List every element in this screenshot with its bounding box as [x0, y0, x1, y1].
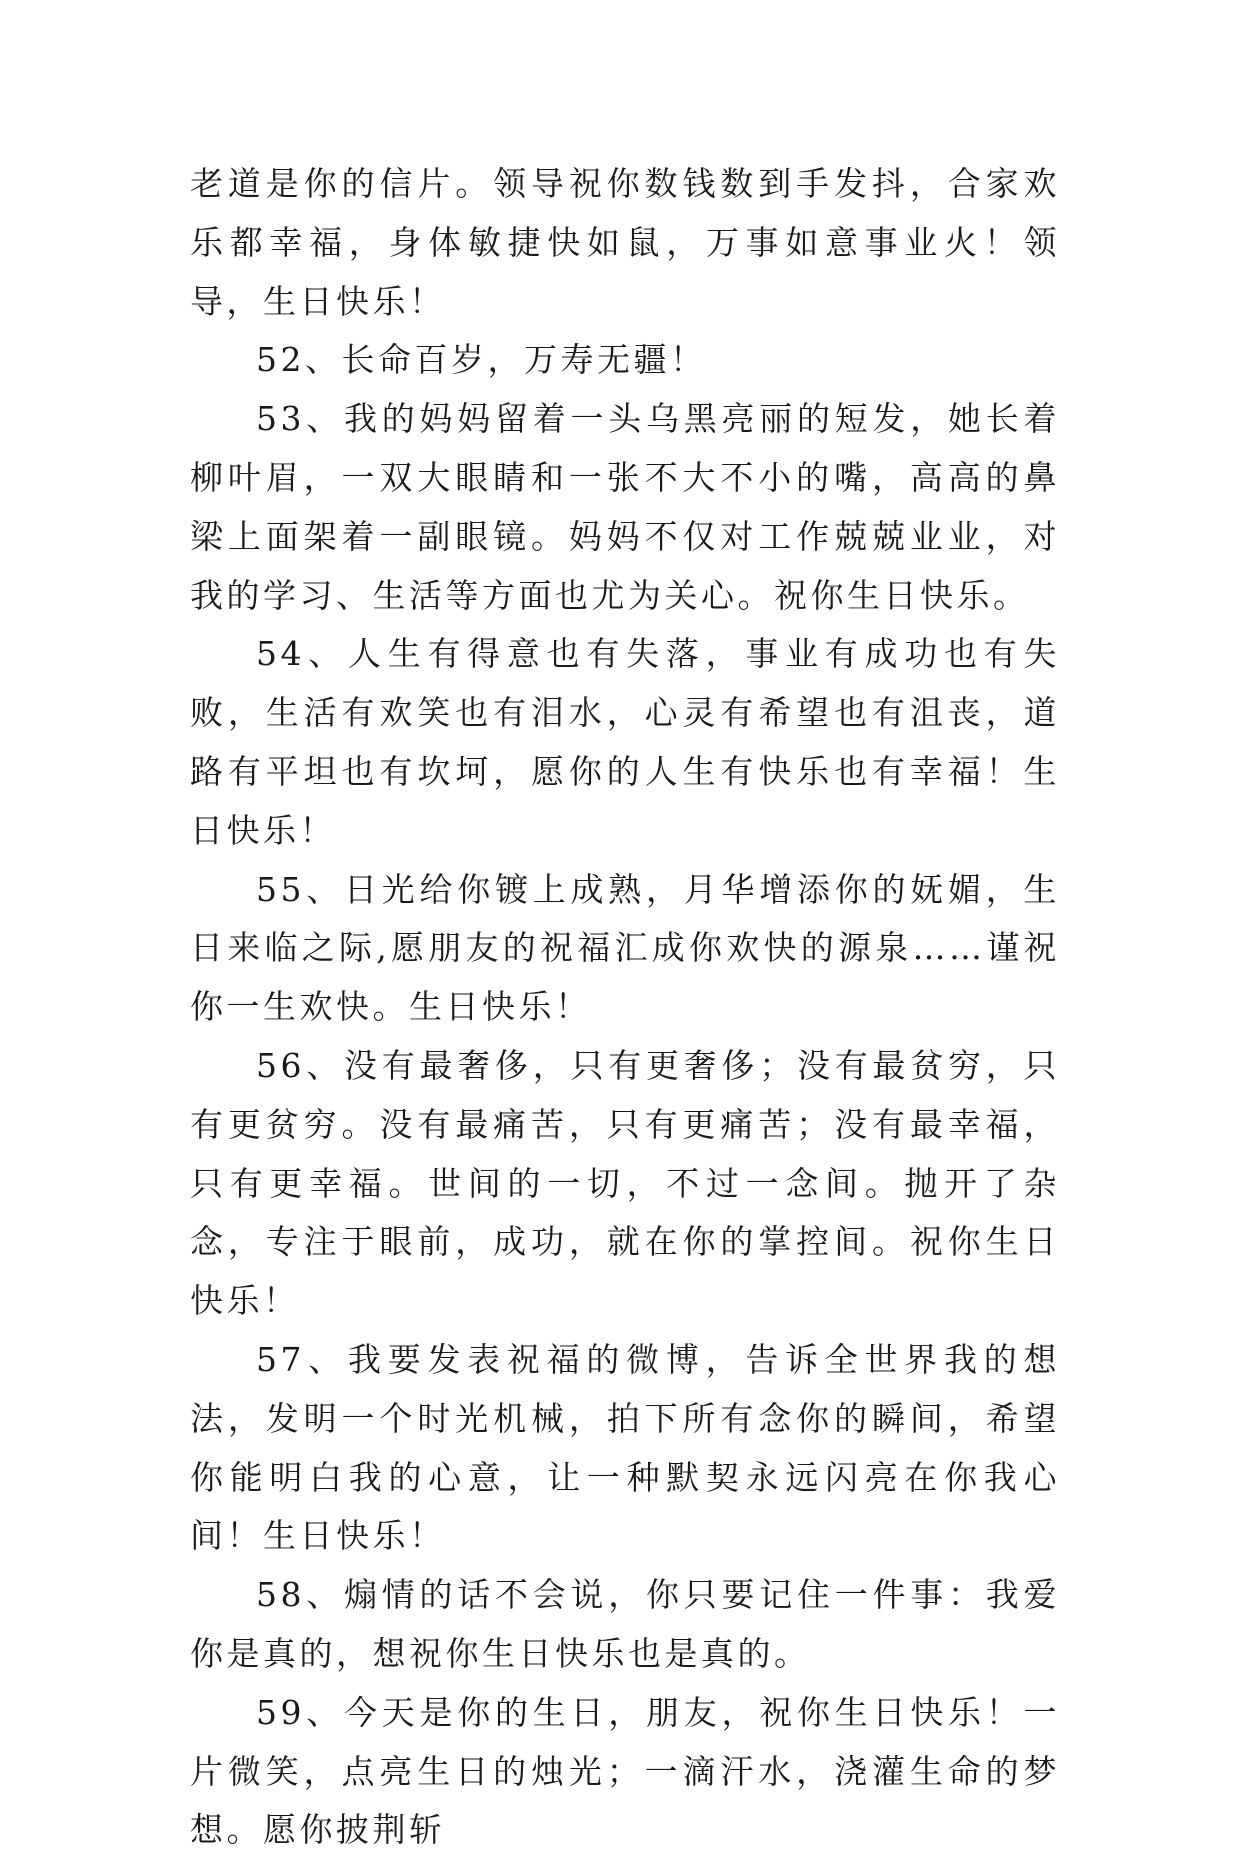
paragraph-59: 59、今天是你的生日，朋友，祝你生日快乐！一片微笑，点亮生日的烛光；一滴汗水，浇灌生命的梦想。愿你披荆斩: [190, 1692, 1060, 1850]
document-body: [190, 155, 1060, 1860]
paragraph-55: 55、日光给你镀上成熟，月华增添你的妩媚，生日来临之际,愿朋友的祝福汇成你欢快的源泉……谨祝你一生欢快。生日快乐！: [190, 869, 1060, 1027]
paragraph-57: 57、我要发表祝福的微博，告诉全世界我的想法，发明一个时光机械，拍下所有念你的瞬间，希望你能明白我的心意，让一种默契永远闪亮在你我心间！生日快乐！: [190, 1339, 1060, 1556]
paragraph-52: 52、长命百岁，万寿无疆！: [256, 340, 707, 380]
paragraph-54: 54、人生有得意也有失落，事业有成功也有失败，生活有欢笑也有泪水，心灵有希望也有沮丧，道路有平坦也有坎坷，愿你的人生有快乐也有幸福！生日快乐！: [190, 634, 1060, 850]
paragraph-58: 58、煽情的话不会说，你只要记住一件事：我爱你是真的，想祝你生日快乐也是真的。: [190, 1575, 1060, 1673]
paragraph-continuation: 老道是你的信片。领导祝你数钱数到手发抖，合家欢乐都幸福，身体敏捷快如鼠，万事如意事业火！领导，生日快乐！: [190, 164, 1060, 321]
paragraph-56: 56、没有最奢侈，只有更奢侈；没有最贫穷，只有更贫穷。没有最痛苦，只有更痛苦；没有最幸福，只有更幸福。世间的一切，不过一念间。抛开了杂念，专注于眼前，成功，就在你的掌控间。祝你生日快乐！: [190, 1045, 1060, 1321]
paragraph-53: 53、我的妈妈留着一头乌黑亮丽的短发，她长着柳叶眉，一双大眼睛和一张不大不小的嘴，高高的鼻梁上面架着一副眼镜。妈妈不仅对工作兢兢业业，对我的学习、生活等方面也尤为关心。祝你生日快乐。: [190, 399, 1060, 615]
